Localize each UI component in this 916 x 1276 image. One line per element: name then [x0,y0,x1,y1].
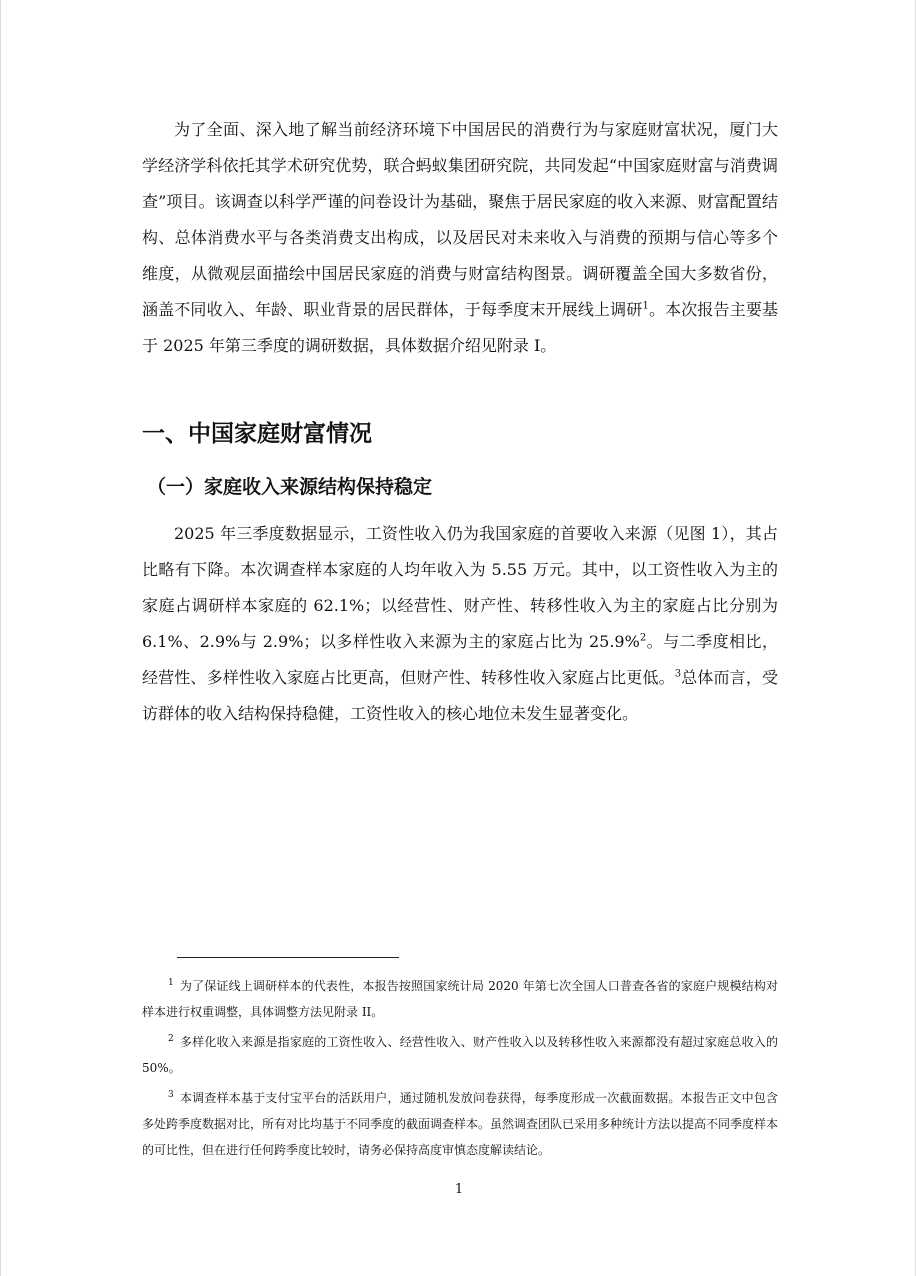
footnote-3 [142,1085,778,1163]
body-text-2: 。与二季度相比，经营性、多样性收入家庭占比更高，但财产性、转移性收入家庭占比更低。 [142,632,778,687]
footnotes [142,973,778,1167]
footnote-number: 3 [168,1090,174,1100]
footnote-separator [177,957,399,958]
income-structure-paragraph [142,516,778,732]
intro-text-1: 为了全面、深入地了解当前经济环境下中国居民的消费行为与家庭财富状况，厦门大学经济学科依托其学术研究优势，联合蚂蚁集团研究院，共同发起“中国家庭财富与消费调查”项目。该调查以科学严谨的问卷设计为基础，聚焦于居民家庭的收入来源、财富配置结构、总体消费水平与各类消费支出构成，以及居民对未来收入与消费的预期与信心等多个维度，从微观层面描绘中国居民家庭的消费与财富结构图景。调研覆盖全国大多数省份，涵盖不同收入、年龄、职业背景的居民群体，于每季度末开展线上调研 [142,120,778,319]
page-number: 1 [454,1182,464,1197]
footnote-number: 2 [168,1034,174,1044]
subsection-heading: （一）家庭收入来源结构保持稳定 [147,476,433,498]
footnote-text: 本调查样本基于支付宝平台的活跃用户，通过随机发放问卷获得，每季度形成一次截面数据。本报告正文中包含多处跨季度数据对比，所有对比均基于不同季度的截面调查样本。虽然调查团队已采用多种统计方法以提高不同季度样本的可比性，但在进行任何跨季度比较时，请务必保持高度审慎态度解读结论。 [142,1091,779,1157]
intro-paragraph [142,112,778,364]
body-text-1: 2025 年三季度数据显示，工资性收入仍为我国家庭的首要收入来源（见图 1），其占比略有下降。本次调查样本家庭的人均年收入为 5.55 万元。其中，以工资性收入为主的家庭占调研样本家庭的 62.1%；以经营性、财产性、转移性收入为主的家庭占比分别为 6.1%、2.9%与 2.9%；以多样性收入来源为主的家庭占比为 25.9% [142,524,778,651]
footnote-ref-2[interactable]: 2 [639,632,647,644]
body-text-3: 总体而言，受访群体的收入结构保持稳健，工资性收入的核心地位未发生显著变化。 [142,668,778,723]
section-heading: 一、中国家庭财富情况 [142,421,372,447]
footnote-ref-1[interactable]: 1 [642,300,649,312]
footnote-ref-3[interactable]: 3 [674,668,682,680]
footnote-number: 1 [168,978,174,988]
footnote-text: 为了保证线上调研样本的代表性，本报告按照国家统计局 2020 年第七次全国人口普查各省的家庭户规模结构对样本进行权重调整，具体调整方法见附录 II。 [142,979,778,1019]
footnote-2 [142,1029,778,1081]
footnote-text: 多样化收入来源是指家庭的工资性收入、经营性收入、财产性收入以及转移性收入来源都没有超过家庭总收入的 50%。 [142,1035,778,1075]
intro-text-2: 。本次报告主要基于 2025 年第三季度的调研数据，具体数据介绍见附录 I。 [142,300,778,355]
footnote-1 [142,973,778,1025]
